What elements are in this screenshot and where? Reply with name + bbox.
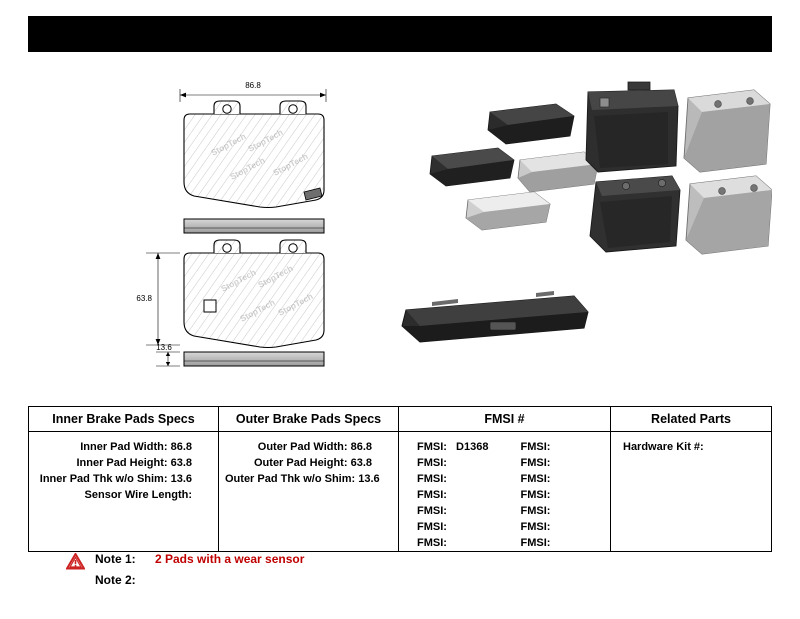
- dimension-thickness: [156, 343, 180, 366]
- row-label: Inner Pad Thk w/o Shim:: [39, 473, 168, 485]
- column-body-related-parts: [611, 432, 771, 463]
- table-row: [35, 455, 212, 471]
- row-label: Outer Pad Height:: [254, 457, 348, 469]
- svg-text:StopTech: StopTech: [209, 131, 248, 158]
- fmsi-label: FMSI:: [417, 537, 447, 549]
- pad-edge-view-top: [184, 219, 324, 233]
- fmsi-label: FMSI:: [417, 473, 447, 485]
- pad-technical-drawing: [28, 60, 772, 390]
- fmsi-label: FMSI:: [417, 489, 447, 501]
- warning-icon-cell-empty: [55, 573, 95, 574]
- fmsi-row: [521, 439, 611, 455]
- column-header-outer-specs: Outer Brake Pads Specs: [219, 407, 398, 432]
- photo-grid-pad-bottom-right: [686, 176, 772, 254]
- svg-text:StopTech: StopTech: [256, 263, 295, 290]
- fmsi-value: [447, 537, 453, 549]
- photo-grid-pad-bottom-left: [590, 176, 680, 252]
- fmsi-column-right: [507, 439, 611, 551]
- row-value: 63.8: [170, 457, 192, 469]
- fmsi-row: [417, 471, 507, 487]
- note-row-2: [55, 573, 555, 594]
- fmsi-value: D1368: [456, 441, 489, 453]
- fmsi-value: [550, 457, 556, 469]
- pad-center-slot: [204, 300, 216, 312]
- fmsi-value: [550, 521, 556, 533]
- note-2-label: Note 2:: [95, 573, 136, 587]
- dim-top-width-label: 86.8: [245, 81, 261, 90]
- fmsi-row: [521, 487, 611, 503]
- fmsi-value: [447, 457, 453, 469]
- column-header-fmsi: FMSI #: [399, 407, 610, 432]
- fmsi-row: [417, 439, 507, 455]
- fmsi-label: FMSI:: [520, 441, 551, 453]
- fmsi-value: [550, 473, 556, 485]
- pad-photo-cluster: [430, 104, 598, 230]
- fmsi-row: [521, 535, 611, 551]
- row-value: 63.8: [350, 457, 372, 469]
- photo-pad-1: [488, 104, 574, 144]
- column-body-inner-specs: [29, 432, 218, 511]
- fmsi-row: [417, 519, 507, 535]
- pad-front-view: [180, 81, 326, 208]
- fmsi-label: FMSI:: [520, 473, 551, 485]
- warning-icon-cell: [55, 552, 95, 570]
- pad-front-view-2: [136, 240, 324, 366]
- specifications-table: [28, 406, 772, 552]
- column-body-outer-specs: [219, 432, 398, 495]
- row-label: Inner Pad Width:: [80, 441, 168, 453]
- photo-grid-pad-top-left: [586, 82, 678, 172]
- row-label: Sensor Wire Length:: [84, 489, 192, 501]
- table-row: [225, 471, 392, 487]
- fmsi-value: [550, 441, 556, 453]
- svg-text:StopTech: StopTech: [219, 267, 258, 294]
- fmsi-value: [447, 505, 453, 517]
- row-value: 86.8: [170, 441, 192, 453]
- svg-text:StopTech: StopTech: [246, 127, 285, 154]
- warning-triangle-icon: [66, 553, 85, 570]
- fmsi-row: [521, 471, 611, 487]
- row-value: 86.8: [350, 441, 372, 453]
- row-label: Outer Pad Thk w/o Shim:: [225, 473, 356, 485]
- pad-photo-grid: [586, 82, 772, 254]
- svg-text:StopTech: StopTech: [271, 151, 310, 178]
- fmsi-label: FMSI:: [520, 521, 551, 533]
- notes-section: [55, 552, 555, 594]
- fmsi-column-left: [399, 439, 507, 551]
- header-bar: [28, 16, 772, 52]
- pad-edge-view-bottom: [184, 352, 324, 366]
- table-row: [35, 487, 212, 503]
- mounting-hole-left: [223, 105, 231, 113]
- note-1-text: 2 Pads with a wear sensor: [155, 552, 305, 566]
- fmsi-value: [447, 521, 453, 533]
- note-1-label: Note 1:: [95, 552, 136, 566]
- pad-slot-detail: [490, 322, 516, 330]
- mounting-hole-left-2: [223, 244, 231, 252]
- dimension-top-width: [180, 81, 326, 102]
- row-value: 13.6: [358, 473, 380, 485]
- fmsi-row: [417, 487, 507, 503]
- svg-text:StopTech: StopTech: [276, 291, 315, 318]
- table-row: [35, 439, 212, 455]
- fmsi-label: FMSI:: [417, 457, 447, 469]
- part-number: 309.13680: [42, 25, 118, 42]
- photo-pad-4: [466, 192, 550, 230]
- column-body-fmsi: [399, 432, 610, 551]
- fmsi-row: [417, 503, 507, 519]
- fmsi-label: FMSI:: [520, 489, 551, 501]
- photo-pad-2: [430, 148, 514, 186]
- table-column-outer-specs: [219, 407, 399, 551]
- fmsi-value: [447, 489, 453, 501]
- fmsi-row: [521, 519, 611, 535]
- row-label: Outer Pad Width:: [257, 441, 348, 453]
- mounting-hole-right: [289, 105, 297, 113]
- fmsi-value: [550, 489, 556, 501]
- fmsi-row: [521, 455, 611, 471]
- table-row: [225, 439, 392, 455]
- table-column-fmsi: [399, 407, 611, 551]
- fmsi-label: FMSI:: [417, 505, 447, 517]
- note-row-1: [55, 552, 555, 573]
- svg-text:StopTech: StopTech: [228, 155, 267, 182]
- drawing-area: [28, 60, 772, 390]
- fmsi-value: [550, 537, 556, 549]
- row-label: Inner Pad Height:: [76, 457, 168, 469]
- fmsi-value: [550, 505, 556, 517]
- photo-pad-edge-on: [402, 291, 588, 342]
- fmsi-label: FMSI:: [520, 537, 551, 549]
- row-label: Hardware Kit #:: [623, 441, 704, 453]
- document-type-title: Brake Pad: [679, 25, 754, 42]
- fmsi-label: FMSI:: [417, 521, 447, 533]
- svg-text:StopTech: StopTech: [238, 297, 277, 324]
- fmsi-row: [521, 503, 611, 519]
- column-header-inner-specs: Inner Brake Pads Specs: [29, 407, 218, 432]
- fmsi-value: [447, 473, 453, 485]
- dim-thickness-label: 13.6: [156, 343, 172, 352]
- table-row: [617, 439, 765, 455]
- mounting-hole-right-2: [289, 244, 297, 252]
- photo-grid-pad-top-right: [684, 90, 770, 172]
- fmsi-label: FMSI:: [520, 505, 551, 517]
- column-header-related-parts: Related Parts: [611, 407, 771, 432]
- fmsi-label: FMSI:: [417, 441, 447, 453]
- dimension-side-height: [136, 253, 180, 345]
- table-row: [225, 455, 392, 471]
- fmsi-row: [417, 455, 507, 471]
- table-column-related-parts: [611, 407, 771, 551]
- table-column-inner-specs: [29, 407, 219, 551]
- fmsi-label: FMSI:: [520, 457, 551, 469]
- fmsi-row: [417, 535, 507, 551]
- table-row: [35, 471, 212, 487]
- row-value: 13.6: [170, 473, 192, 485]
- dim-side-height-label: 63.8: [136, 294, 152, 303]
